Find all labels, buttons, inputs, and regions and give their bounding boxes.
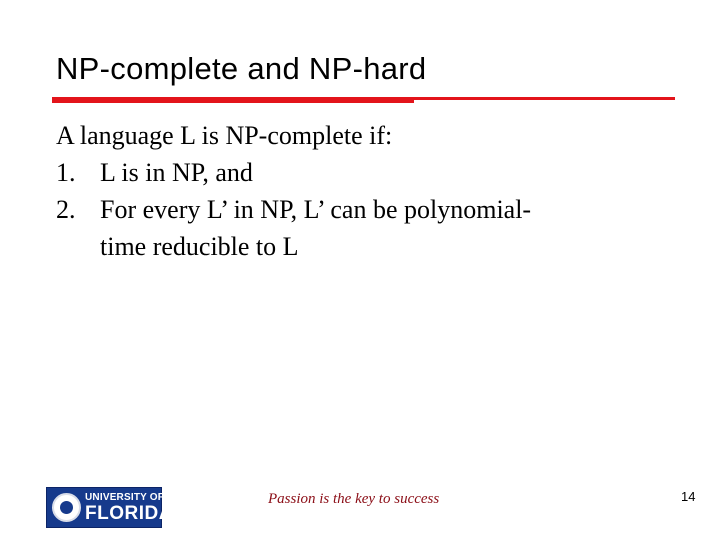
- list-item-line: For every L’ in NP, L’ can be polynomial-: [100, 195, 532, 224]
- list-number: 2.: [56, 195, 76, 224]
- list-item-text: [100, 191, 531, 265]
- university-seal-icon: [52, 493, 81, 522]
- list-number: 1.: [56, 158, 76, 187]
- slide-title: NP-complete and NP-hard: [56, 51, 427, 86]
- university-of-florida-logo: [46, 487, 173, 528]
- logo-top-text: UNIVERSITY OF: [85, 492, 165, 503]
- footer-tagline: Passion is the key to success: [268, 491, 440, 507]
- list-item-line: time reducible to L: [100, 232, 299, 261]
- list-item: [56, 154, 676, 191]
- intro-text: A language L is NP-complete if:: [56, 121, 393, 150]
- title-underline-thick: [52, 97, 414, 103]
- title-underline-thin: [414, 97, 675, 100]
- logo-bottom-text: FLORIDA: [85, 503, 173, 524]
- list-item: [56, 191, 676, 265]
- list-item-text: L is in NP, and: [100, 158, 253, 187]
- page-number: 14: [681, 489, 696, 504]
- slide-body: [56, 117, 676, 265]
